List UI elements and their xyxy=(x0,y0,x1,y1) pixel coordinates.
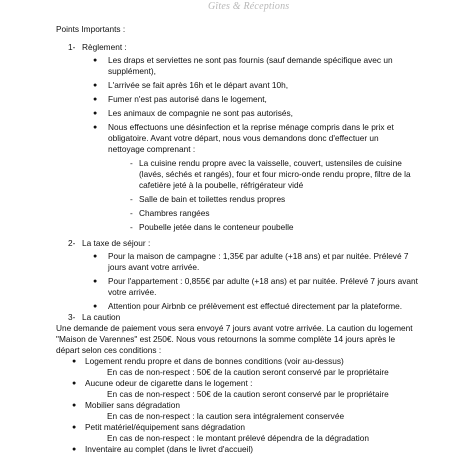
dash-icon: - xyxy=(130,158,133,168)
list-item: Les animaux de compagnie ne sont pas autorisés, xyxy=(108,108,293,118)
bullet-icon: ● xyxy=(72,424,77,431)
list-item: nettoyage comprenant : xyxy=(108,144,196,154)
paragraph-line: départ selon ces conditions : xyxy=(56,345,162,355)
bullet-icon: ● xyxy=(72,402,77,409)
list-item: Attention pour Airbnb ce prélèvement est effectué directement par la plateforme. xyxy=(108,301,403,311)
document-title: Points Importants : xyxy=(56,24,126,34)
list-item: obligatoire. Avant votre départ, nous vous demandons donc d'effectuer un xyxy=(108,133,379,143)
list-item: jours avant votre arrivée. xyxy=(108,262,200,272)
sub-list-item: cafetière jeté à la poubelle, réfrigérateur vidé xyxy=(139,180,304,190)
dash-icon: - xyxy=(130,208,133,218)
bullet-icon: ● xyxy=(93,278,98,285)
bullet-icon: ● xyxy=(93,253,98,260)
bullet-icon: ● xyxy=(72,380,77,387)
dash-icon: - xyxy=(130,222,133,232)
condition-penalty: En cas de non-respect : 50€ de la caution seront conservé par le propriétaire xyxy=(107,367,389,377)
logo-text: Gîtes & Réceptions xyxy=(208,1,290,12)
list-item: votre arrivée. xyxy=(108,287,157,297)
section-1-number: 1- xyxy=(68,42,76,52)
sub-list-item: La cuisine rendu propre avec la vaisselle, couvert, ustensiles de cuisine xyxy=(139,158,402,168)
bullet-icon: ● xyxy=(72,358,77,365)
sub-list-item: Chambres rangées xyxy=(139,208,210,218)
section-2-number: 2- xyxy=(68,238,76,248)
paragraph-line: "Maison de Varennes" est 250€. Nous vous retournons la somme complète 14 jours après le xyxy=(56,334,396,344)
list-item: Pour la maison de campagne : 1,35€ par adulte (+18 ans) et par nuitée. Prélevé 7 xyxy=(108,251,409,261)
list-item: Nous effectuons une désinfection et la reprise ménage compris dans le prix et xyxy=(108,122,394,132)
list-item: Pour l'appartement : 0,855€ par adulte (+18 ans) et par nuitée. Prélevé 7 jours avant xyxy=(108,276,418,286)
condition-penalty: En cas de non-respect : 50€ de la caution seront conservé par le propriétaire xyxy=(107,389,389,399)
condition-item: Aucune odeur de cigarette dans le logement : xyxy=(85,378,253,388)
dash-icon: - xyxy=(130,194,133,204)
section-3-number: 3- xyxy=(68,312,76,322)
list-item: L'arrivée se fait après 16h et le départ avant 10h, xyxy=(108,80,289,90)
list-item: Fumer n'est pas autorisé dans le logement, xyxy=(108,94,267,104)
condition-item: Inventaire au complet (dans le livret d'accueil) xyxy=(85,444,254,454)
section-3-heading: La caution xyxy=(82,312,121,322)
section-2-heading: La taxe de séjour : xyxy=(82,238,151,248)
bullet-icon: ● xyxy=(93,303,98,310)
condition-penalty: En cas de non-respect : la caution sera intégralement conservée xyxy=(107,411,345,421)
sub-list-item: Poubelle jetée dans le conteneur poubelle xyxy=(139,222,294,232)
bullet-icon: ● xyxy=(93,110,98,117)
bullet-icon: ● xyxy=(93,82,98,89)
bullet-icon: ● xyxy=(93,57,98,64)
bullet-icon: ● xyxy=(93,124,98,131)
condition-item: Petit matériel/équipement sans dégradation xyxy=(85,422,246,432)
list-item: Les draps et serviettes ne sont pas fournis (sauf demande spécifique avec un xyxy=(108,55,393,65)
list-item: supplément), xyxy=(108,66,156,76)
condition-penalty: En cas de non-respect : le montant prélevé dépendra de la dégradation xyxy=(107,433,369,443)
bullet-icon: ● xyxy=(72,446,77,453)
paragraph-line: Une demande de paiement vous sera envoyé 7 jours avant votre arrivée. La caution du logement xyxy=(56,323,413,333)
condition-item: Logement rendu propre et dans de bonnes conditions (voir au-dessus) xyxy=(85,356,344,366)
section-1-heading: Règlement : xyxy=(82,42,127,52)
sub-list-item: Salle de bain et toilettes rendus propres xyxy=(139,194,286,204)
sub-list-item: (lavés, séchés et rangés), four et four micro-onde rendu propre, filtre de la xyxy=(139,169,411,179)
bullet-icon: ● xyxy=(93,96,98,103)
condition-item: Mobilier sans dégradation xyxy=(85,400,181,410)
